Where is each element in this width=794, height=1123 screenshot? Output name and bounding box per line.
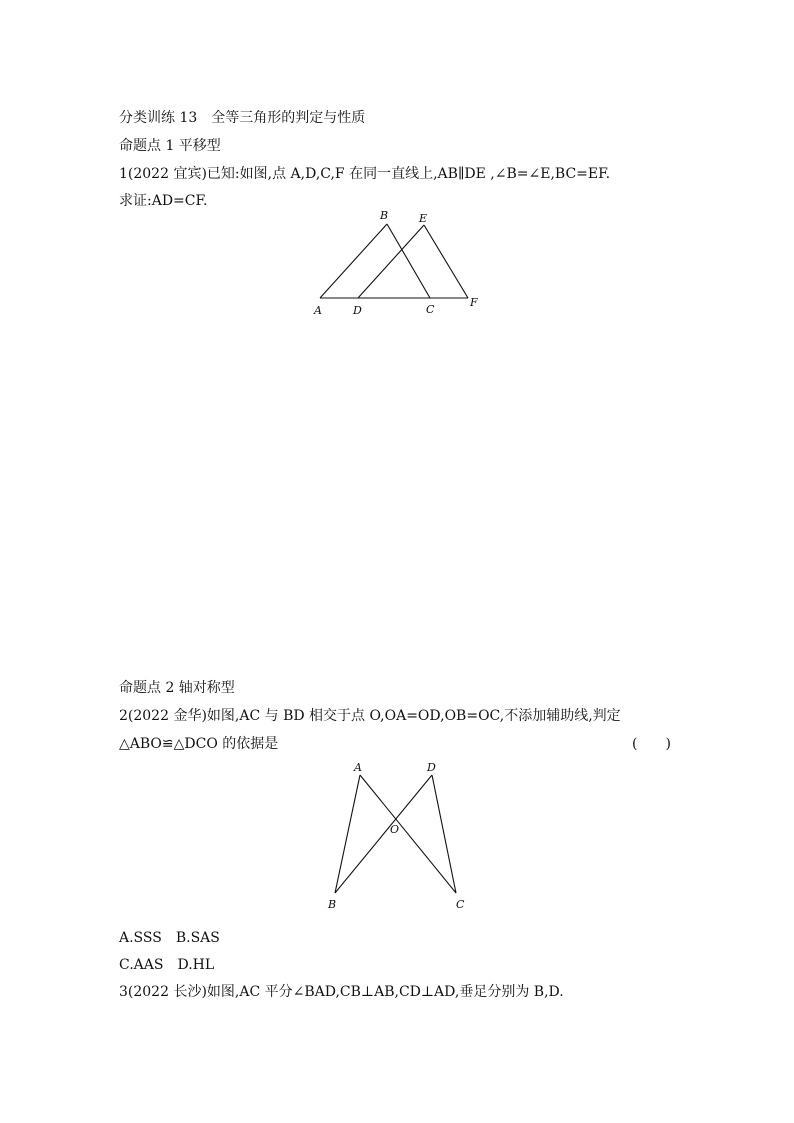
question-1-text: 1(2022 宜宾)已知:如图,点 A,D,C,F 在同一直线上,AB∥DE ,∠B=∠E,BC=EF. bbox=[119, 166, 611, 182]
options-row-1: A.SSS B.SAS bbox=[119, 930, 220, 946]
label-o2: O bbox=[390, 823, 400, 836]
topic-heading-2: 命题点 2 轴对称型 bbox=[119, 680, 235, 696]
question-2-ask: △ABO≌△DCO 的依据是 bbox=[119, 736, 279, 752]
segment-db2 bbox=[335, 775, 432, 893]
label-e: E bbox=[419, 212, 428, 225]
topic-heading-1: 命题点 1 平移型 bbox=[119, 138, 221, 154]
section-title: 分类训练 13 全等三角形的判定与性质 bbox=[119, 110, 366, 126]
label-d2: D bbox=[427, 761, 436, 774]
segment-ab2 bbox=[335, 775, 360, 893]
segment-ab bbox=[320, 224, 387, 298]
label-a: A bbox=[314, 304, 322, 317]
segment-bc bbox=[387, 224, 430, 298]
label-c2: C bbox=[456, 898, 465, 911]
segment-de bbox=[358, 225, 424, 298]
label-f: F bbox=[470, 296, 478, 309]
figure-2-symmetry bbox=[327, 761, 465, 911]
question-3-text: 3(2022 长沙)如图,AC 平分∠BAD,CB⊥AB,CD⊥AD,垂足分别为 B,D. bbox=[119, 984, 564, 1000]
figure-1-translation bbox=[313, 209, 478, 317]
segment-dc2 bbox=[432, 775, 456, 893]
question-2-text: 2(2022 金华)如图,AC 与 BD 相交于点 O,OA=OD,OB=OC,不添加辅助线,判定 bbox=[119, 708, 621, 724]
label-b2: B bbox=[328, 898, 337, 911]
segment-ac2 bbox=[360, 775, 456, 893]
segment-ef bbox=[424, 225, 468, 298]
answer-blank: ( ) bbox=[632, 736, 671, 752]
label-d: D bbox=[353, 304, 362, 317]
label-c: C bbox=[426, 303, 435, 316]
options-row-2: C.AAS D.HL bbox=[119, 957, 215, 973]
question-1-prove: 求证:AD=CF. bbox=[119, 193, 208, 209]
label-a2: A bbox=[354, 761, 362, 774]
label-b: B bbox=[380, 209, 389, 222]
